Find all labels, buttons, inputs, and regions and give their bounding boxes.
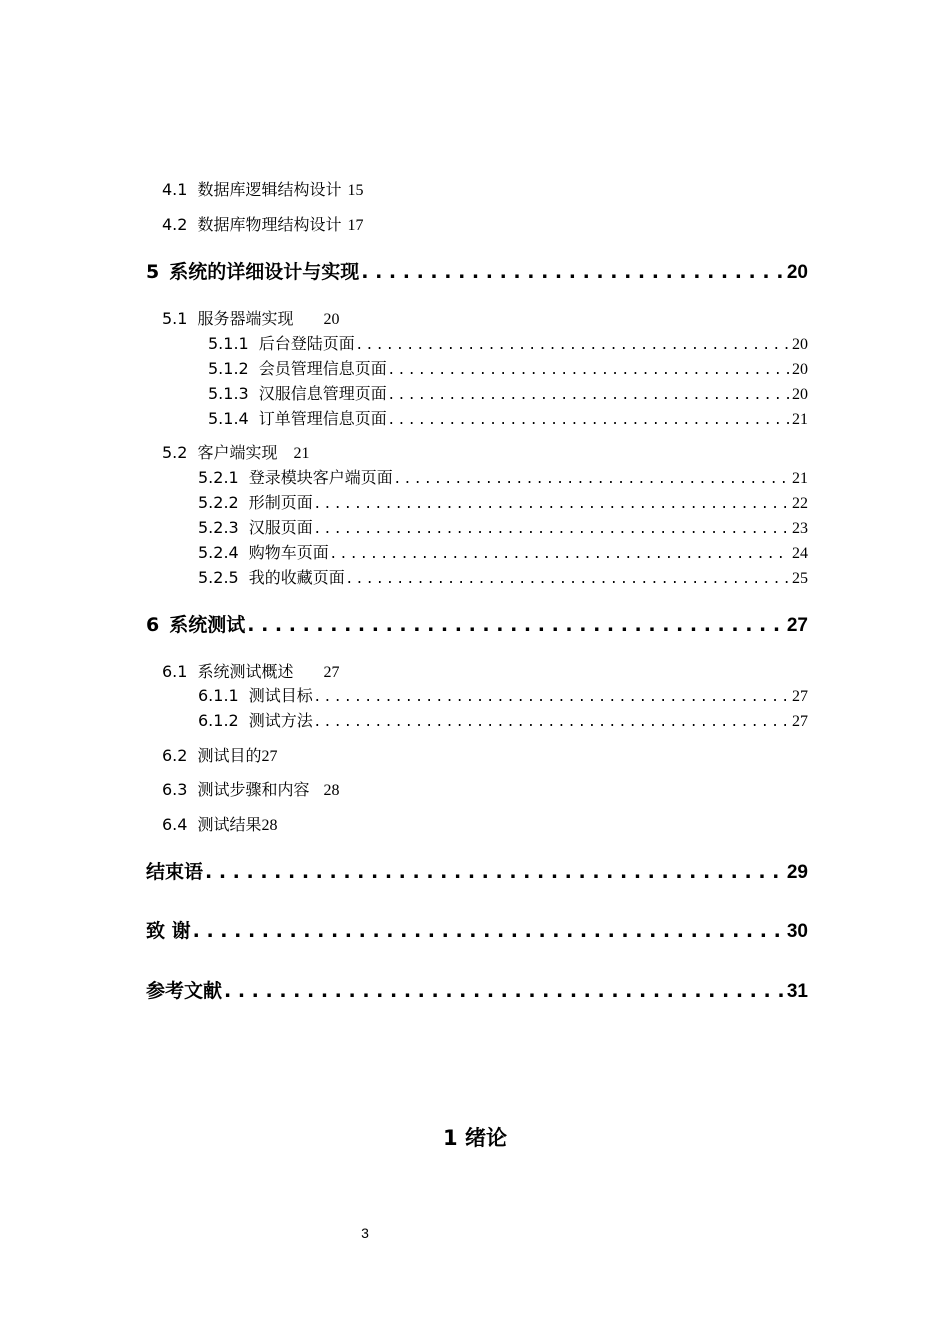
toc-entry-6[interactable] xyxy=(146,610,808,637)
toc-number: 5.1.1 xyxy=(208,334,249,353)
toc-number: 5 xyxy=(146,261,160,283)
toc-entry-5-2-5[interactable] xyxy=(198,565,808,588)
toc-title: 测试目标 xyxy=(248,686,313,705)
toc-title: 结束语 xyxy=(146,861,204,883)
toc-number: 4.2 xyxy=(162,215,188,234)
toc-title: 客户端实现 xyxy=(197,443,278,462)
toc-title: 订单管理信息页面 xyxy=(258,409,387,428)
toc-entry-5-1-4[interactable] xyxy=(208,406,808,429)
toc-number: 5.1.4 xyxy=(208,409,249,428)
toc-number: 6.1 xyxy=(162,662,188,681)
toc-entry-5-1-1[interactable] xyxy=(208,331,808,354)
toc-entry-6-1-1[interactable] xyxy=(198,683,808,706)
toc-title: 形制页面 xyxy=(248,493,313,512)
toc-page: 27 xyxy=(323,664,340,681)
toc-entry-5-1-3[interactable] xyxy=(208,381,808,404)
toc-title: 汉服信息管理页面 xyxy=(258,384,387,403)
toc-title: 参考文献 xyxy=(146,980,223,1002)
toc-title: 致 谢 xyxy=(146,920,191,942)
toc-title: 测试方法 xyxy=(248,711,313,730)
toc-number: 5.1.3 xyxy=(208,384,249,403)
toc-leader-dots xyxy=(193,920,785,942)
toc-page: 27 xyxy=(786,615,808,636)
toc-page: 27 xyxy=(792,713,808,730)
toc-title: 会员管理信息页面 xyxy=(258,359,387,378)
toc-number: 5.2.1 xyxy=(198,468,239,487)
toc-entry-5-2-1[interactable] xyxy=(198,465,808,488)
toc-page: 25 xyxy=(792,570,808,587)
toc-number: 5.2 xyxy=(162,443,188,462)
toc-title: 测试步骤和内容 xyxy=(197,780,310,799)
toc-number: 5.2.2 xyxy=(198,493,239,512)
toc-page: 20 xyxy=(786,262,808,283)
toc-page: 17 xyxy=(347,217,364,234)
toc-page: 30 xyxy=(786,921,808,942)
toc-leader-dots xyxy=(224,980,785,1002)
toc-page: 20 xyxy=(792,386,808,403)
toc-number: 6.2 xyxy=(162,746,188,765)
toc-title: 购物车页面 xyxy=(248,543,329,562)
toc-entry-4-2[interactable] xyxy=(162,212,363,235)
toc-number: 5.2.5 xyxy=(198,568,239,587)
toc-leader-dots xyxy=(331,543,790,562)
toc-page: 21 xyxy=(293,445,310,462)
toc-page: 21 xyxy=(792,411,808,428)
toc-entry-5-1-2[interactable] xyxy=(208,356,808,379)
toc-title: 汉服页面 xyxy=(248,518,313,537)
toc-leader-dots xyxy=(315,518,790,537)
toc-entry-5-2-2[interactable] xyxy=(198,490,808,513)
page-number: 3 xyxy=(361,1225,369,1241)
toc-entry-5-1[interactable] xyxy=(162,306,339,329)
toc-number: 6 xyxy=(146,614,160,636)
toc-leader-dots xyxy=(315,711,790,730)
toc-number: 6.4 xyxy=(162,815,188,834)
toc-title: 系统测试 xyxy=(169,614,246,636)
toc-leader-dots xyxy=(315,493,790,512)
toc-number: 6.3 xyxy=(162,780,188,799)
toc-entry-5-2-3[interactable] xyxy=(198,515,808,538)
toc-number: 5.1.2 xyxy=(208,359,249,378)
toc-number: 5.2.4 xyxy=(198,543,239,562)
toc-title: 登录模块客户端页面 xyxy=(248,468,393,487)
toc-entry-conclusion[interactable] xyxy=(146,857,808,884)
toc-page: 24 xyxy=(792,545,808,562)
toc-leader-dots xyxy=(347,568,790,587)
toc-title: 系统的详细设计与实现 xyxy=(169,261,360,283)
toc-title: 数据库逻辑结构设计 xyxy=(197,180,342,199)
toc-leader-dots xyxy=(389,409,790,428)
toc-leader-dots xyxy=(357,334,790,353)
toc-entry-6-4[interactable] xyxy=(162,812,277,835)
toc-entry-references[interactable] xyxy=(146,976,808,1003)
toc-leader-dots xyxy=(315,686,790,705)
toc-page: 22 xyxy=(792,495,808,512)
toc-title: 后台登陆页面 xyxy=(258,334,355,353)
toc-page: 20 xyxy=(792,336,808,353)
toc-leader-dots xyxy=(247,614,785,636)
toc-page: 29 xyxy=(786,862,808,883)
toc-page: 27 xyxy=(261,748,278,765)
toc-page: 28 xyxy=(323,782,340,799)
toc-page: 28 xyxy=(261,817,278,834)
toc-page: 31 xyxy=(786,981,808,1002)
toc-leader-dots xyxy=(361,261,785,283)
toc-number: 4.1 xyxy=(162,180,188,199)
toc-page: 21 xyxy=(792,470,808,487)
toc-number: 5.2.3 xyxy=(198,518,239,537)
toc-number: 6.1.2 xyxy=(198,711,239,730)
toc-entry-5-2-4[interactable] xyxy=(198,540,808,563)
toc-title: 数据库物理结构设计 xyxy=(197,215,342,234)
toc-entry-6-2[interactable] xyxy=(162,743,277,766)
toc-leader-dots xyxy=(389,384,790,403)
toc-leader-dots xyxy=(395,468,790,487)
toc-entry-acknowledgements[interactable] xyxy=(146,916,808,943)
toc-page: 20 xyxy=(323,311,340,328)
toc-entry-6-1[interactable] xyxy=(162,659,339,682)
toc-page: 15 xyxy=(347,182,364,199)
toc-leader-dots xyxy=(205,861,785,883)
toc-entry-6-3[interactable] xyxy=(162,777,339,800)
toc-number: 6.1.1 xyxy=(198,686,239,705)
toc-entry-5[interactable] xyxy=(146,257,808,284)
chapter-heading: 1 绪论 xyxy=(443,1126,507,1150)
toc-entry-5-2[interactable] xyxy=(162,440,309,463)
toc-title: 系统测试概述 xyxy=(197,662,294,681)
toc-leader-dots xyxy=(389,359,790,378)
toc-page: 23 xyxy=(792,520,808,537)
toc-title: 测试结果 xyxy=(197,815,262,834)
toc-page: 20 xyxy=(792,361,808,378)
toc-page: 27 xyxy=(792,688,808,705)
toc-entry-6-1-2[interactable] xyxy=(198,708,808,731)
toc-title: 服务器端实现 xyxy=(197,309,294,328)
toc-number: 5.1 xyxy=(162,309,188,328)
toc-title: 我的收藏页面 xyxy=(248,568,345,587)
toc-title: 测试目的 xyxy=(197,746,262,765)
toc-entry-4-1[interactable] xyxy=(162,177,363,200)
